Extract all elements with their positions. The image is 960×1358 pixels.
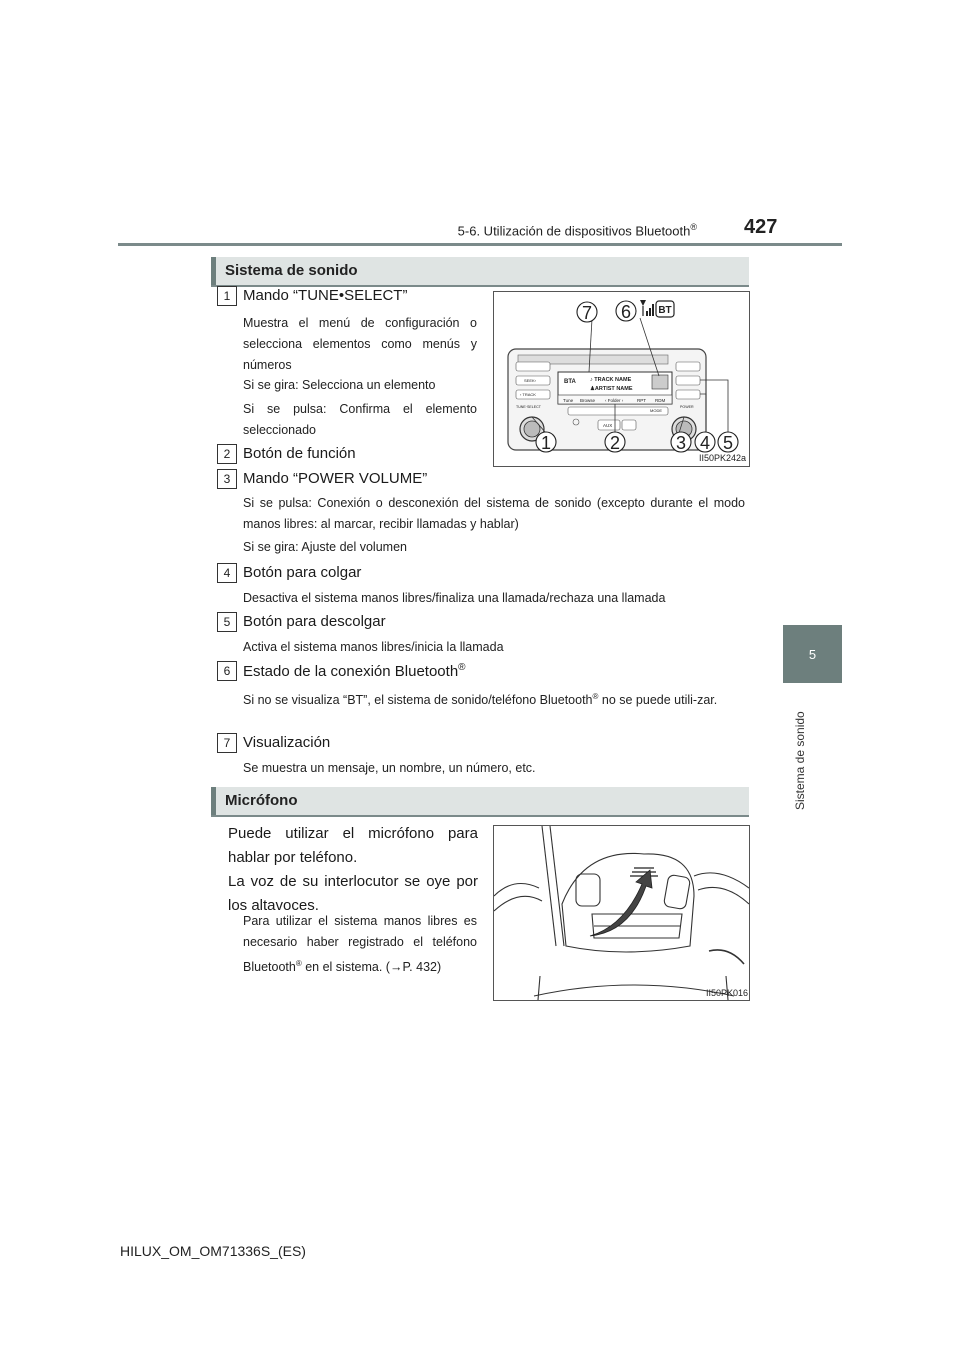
item-number-4: 4	[217, 563, 237, 583]
hangup-button	[676, 390, 700, 399]
pickup-button	[676, 376, 700, 385]
item-title-function-button: Botón de función	[243, 445, 356, 462]
item-number-7: 7	[217, 733, 237, 753]
softkey-browse: Browse	[580, 398, 596, 403]
item-desc-display: Se muestra un mensaje, un nombre, un número, etc.	[243, 761, 536, 775]
item-title-display: Visualización	[243, 734, 331, 751]
softkey-folder: ‹ Folder ›	[605, 398, 624, 403]
softkey-rdm: RDM	[655, 398, 666, 403]
item-desc-pickup-button: Activa el sistema manos libres/inicia la llamada	[243, 640, 504, 654]
softkey-tune: Tune	[563, 398, 574, 403]
screen-line-2: ♟ARTIST NAME	[590, 386, 633, 392]
item-title-pickup-button: Botón para descolgar	[243, 613, 386, 630]
mode-label: MODE	[650, 408, 662, 413]
callout-1: 1	[540, 433, 552, 453]
audio-panel-illustration	[494, 292, 749, 466]
track-label: ‹ TRACK	[520, 392, 536, 397]
item-title-hangup-button: Botón para colgar	[243, 564, 362, 581]
item-desc-bt-status: Si no se visualiza “BT”, el sistema de sonido/teléfono Bluetooth® no se puede utili-zar.	[243, 692, 718, 708]
item-number-2: 2	[217, 444, 237, 464]
microphone-paragraph-1: Puede utilizar el micrófono para hablar por teléfono.	[228, 825, 478, 866]
item-desc-power-volume-turn: Si se gira: Ajuste del volumen	[243, 540, 407, 554]
screen-bt-indicator	[652, 375, 668, 389]
manual-footer-code: HILUX_OM_OM71336S_(ES)	[120, 1243, 306, 1259]
chapter-tab-label: Sistema de sonido	[793, 711, 807, 810]
item-number-1: 1	[217, 286, 237, 306]
softkey-rpt: RPT	[637, 398, 646, 403]
figure-code-2: II50PK016	[706, 988, 749, 998]
item-desc-tune-select-press: Si se pulsa: Confirma el elemento seleccionado	[243, 402, 477, 437]
callout-2: 2	[609, 433, 621, 453]
screen-line-1: ♪ TRACK NAME	[590, 377, 632, 383]
callout-5: 5	[722, 433, 734, 453]
item-number-3: 3	[217, 469, 237, 489]
screen-brand: BTA	[564, 379, 576, 385]
item-title-bt-status: Estado de la conexión Bluetooth®	[243, 662, 466, 680]
callout-4: 4	[699, 433, 711, 453]
chapter-tab[interactable]: 5	[783, 625, 842, 683]
microphone-figure	[493, 825, 750, 1001]
item-desc-tune-select: Muestra el menú de configuración o selecciona elementos como menús y números	[243, 316, 477, 372]
item-desc-power-volume: Si se pulsa: Conexión o desconexión del sistema de sonido (excepto durante el modo manos libres: al marcar, recibir llamadas y hablar)	[243, 496, 745, 531]
section-heading-sound-system	[211, 257, 749, 287]
audio-panel-figure	[493, 291, 750, 467]
page-header	[0, 0, 960, 250]
tune-select-label: TUNE·SELECT	[516, 405, 541, 409]
aux-label: AUX	[603, 423, 613, 428]
section-title: Sistema de sonido	[225, 262, 358, 279]
item-desc-hangup-button: Desactiva el sistema manos libres/finaliza una llamada/rechaza una llamada	[243, 591, 666, 605]
seek-label: SEEK›	[524, 378, 537, 383]
callout-7: 7	[581, 303, 593, 323]
bluetooth-status-icon	[640, 300, 674, 317]
callout-6: 6	[620, 302, 632, 322]
microphone-paragraph-2: La voz de su interlocutor se oye por los altavoces.	[228, 873, 478, 914]
header-rule	[118, 243, 842, 246]
item-desc-tune-select-turn: Si se gira: Selecciona un elemento	[243, 378, 436, 392]
overhead-console-illustration	[494, 826, 749, 1000]
microphone-note: Para utilizar el sistema manos libres es necesario haber registrado el teléfono Bluetooth® en el sistema. (→P. 432)	[243, 914, 477, 975]
item-title-tune-select: Mando “TUNE•SELECT”	[243, 287, 408, 304]
figure-code-1: II50PK242a	[699, 453, 747, 463]
section-title: Micrófono	[225, 792, 298, 809]
svg-text:BT: BT	[658, 305, 672, 316]
item-title-power-volume: Mando “POWER VOLUME”	[243, 470, 428, 487]
power-label: POWER	[680, 405, 694, 409]
item-number-5: 5	[217, 612, 237, 632]
page-number: 427	[744, 216, 778, 238]
chapter-section-title: 5-6. Utilización de dispositivos Bluetooth®	[457, 222, 697, 239]
section-heading-microphone	[211, 787, 749, 817]
callout-3: 3	[675, 433, 687, 453]
item-number-6: 6	[217, 661, 237, 681]
